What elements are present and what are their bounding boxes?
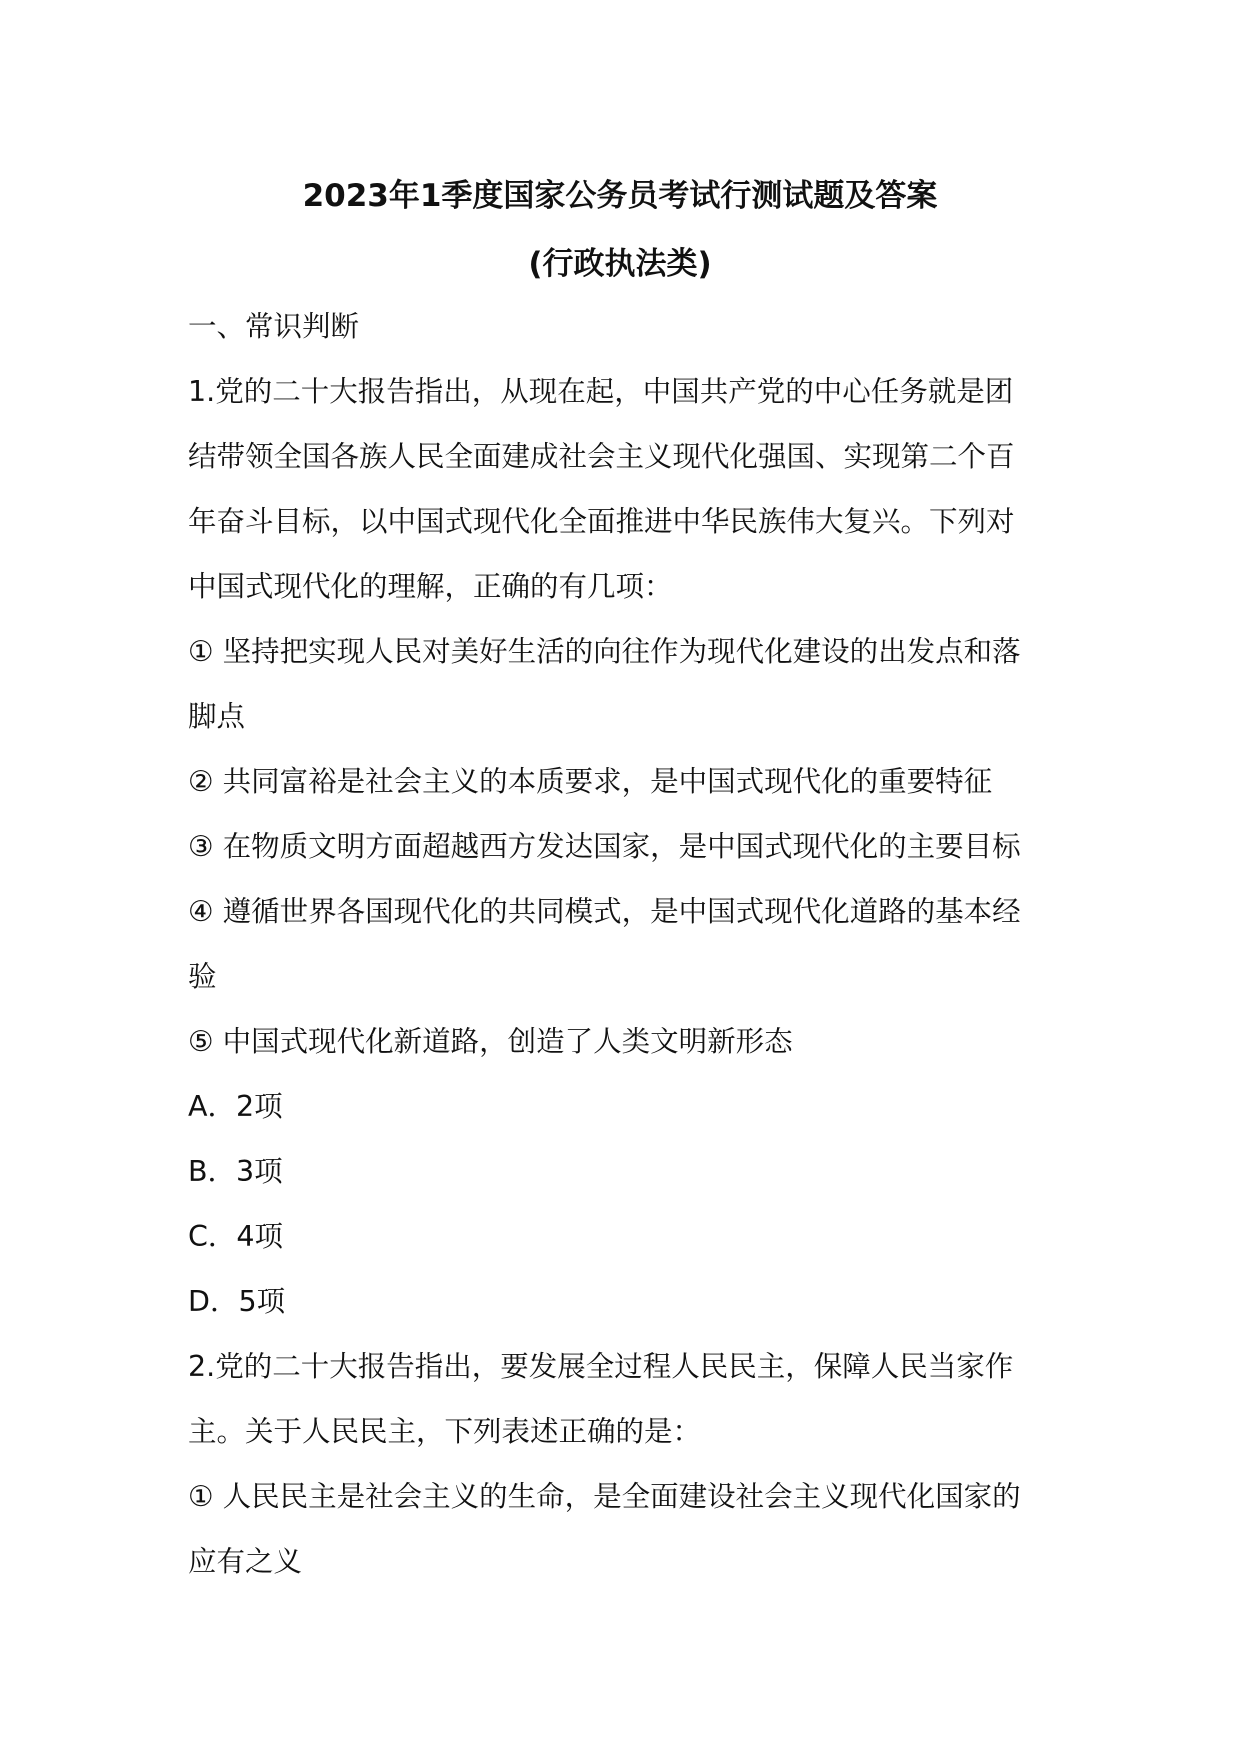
question-2-statement-1-line-2: 应有之义 [188, 1545, 303, 1578]
question-1-option-d: D．5项 [188, 1285, 286, 1318]
question-1-statement-1-line-1: ① 坚持把实现人民对美好生活的向往作为现代化建设的出发点和落 [188, 635, 1021, 668]
question-1-statement-5: ⑤ 中国式现代化新道路，创造了人类文明新形态 [188, 1025, 793, 1058]
question-2-text-line-2: 主。关于人民民主，下列表述正确的是： [188, 1415, 702, 1448]
document-subtitle: (行政执法类) [528, 246, 712, 282]
question-1-statement-4-line-1: ④ 遵循世界各国现代化的共同模式，是中国式现代化道路的基本经 [188, 895, 1021, 928]
question-2-text-line-1: 2.党的二十大报告指出，要发展全过程人民民主，保障人民当家作 [188, 1350, 1014, 1383]
question-2-statement-1-line-1: ① 人民民主是社会主义的生命，是全面建设社会主义现代化国家的 [188, 1480, 1021, 1513]
question-1-option-c: C．4项 [188, 1220, 284, 1253]
question-1-statement-4-line-2: 验 [188, 960, 217, 993]
question-1-statement-2: ② 共同富裕是社会主义的本质要求，是中国式现代化的重要特征 [188, 765, 993, 798]
question-1-option-b: B．3项 [188, 1155, 283, 1188]
question-1-text-line-4: 中国式现代化的理解，正确的有几项： [188, 570, 673, 603]
question-1-statement-3: ③ 在物质文明方面超越西方发达国家，是中国式现代化的主要目标 [188, 830, 1021, 863]
question-1-text-line-1: 1.党的二十大报告指出，从现在起，中国共产党的中心任务就是团 [188, 375, 1014, 408]
question-1-text-line-3: 年奋斗目标，以中国式现代化全面推进中华民族伟大复兴。下列对 [188, 505, 1015, 538]
question-1-statement-1-line-2: 脚点 [188, 700, 246, 733]
section-heading: 一、常识判断 [188, 310, 360, 343]
question-1-text-line-2: 结带领全国各族人民全面建成社会主义现代化强国、实现第二个百 [188, 440, 1015, 473]
document-title: 2023年1季度国家公务员考试行测试题及答案 [302, 178, 938, 214]
question-1-option-a: A．2项 [188, 1090, 283, 1123]
